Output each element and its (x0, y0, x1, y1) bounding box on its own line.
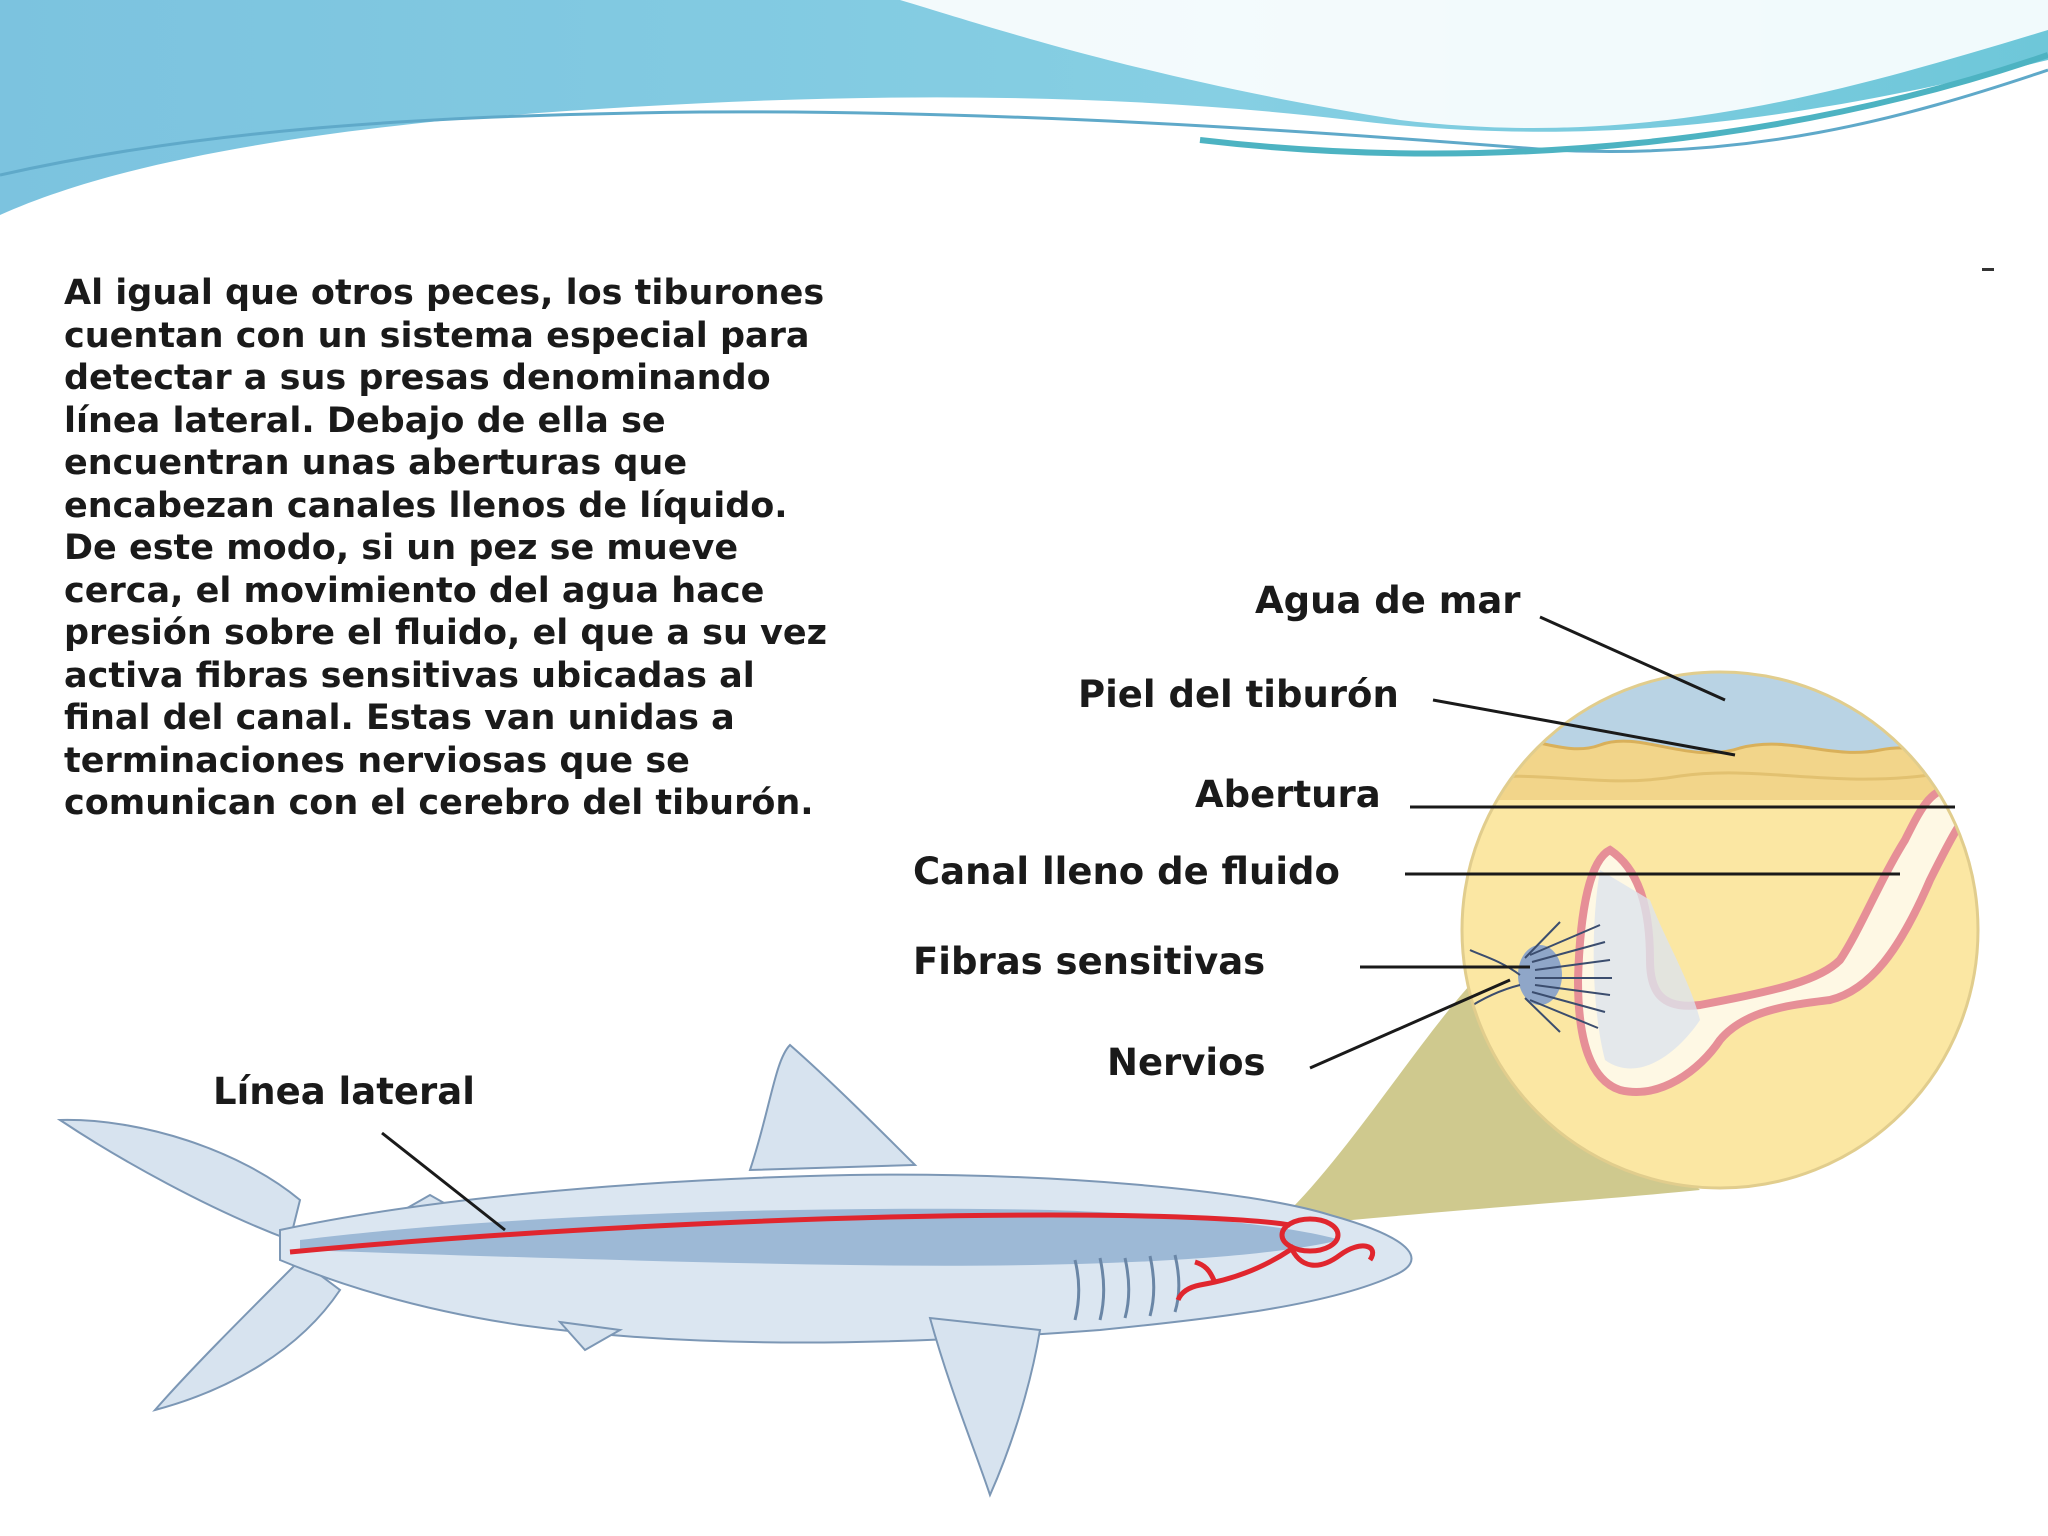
label-agua-de-mar: Agua de mar (1255, 579, 1521, 622)
description-paragraph (64, 272, 964, 825)
paragraph-line: activa fibras sensitivas ubicadas al (64, 655, 755, 696)
label-abertura: Abertura (1195, 773, 1381, 816)
paragraph-line: presión sobre el fluido, el que a su vez (64, 613, 827, 653)
paragraph-line: comunican con el cerebro del tiburón. (64, 783, 814, 823)
label-fibras: Fibras sensitivas (913, 940, 1266, 983)
label-canal: Canal lleno de fluido (913, 850, 1340, 893)
paragraph-line: cuentan con un sistema especial para (64, 315, 810, 356)
label-nervios: Nervios (1107, 1041, 1266, 1084)
paragraph-line: Al igual que otros peces, los tiburones (64, 273, 825, 313)
paragraph-line: encabezan canales llenos de líquido. (64, 485, 788, 526)
paragraph-line: De este modo, si un pez se mueve (64, 528, 739, 568)
inset-detail (1460, 660, 1985, 1188)
label-piel-del-tiburon: Piel del tiburón (1078, 673, 1399, 716)
paragraph-line: línea lateral. Debajo de ella se (64, 400, 666, 441)
wave-banner (0, 0, 2048, 215)
paragraph-line: encuentran unas aberturas que (64, 443, 688, 483)
paragraph-line: final del canal. Estas van unidas a (64, 698, 735, 738)
paragraph-line: detectar a sus presas denominando (64, 358, 771, 398)
paragraph-line: terminaciones nerviosas que se (64, 740, 690, 781)
paragraph-line: cerca, el movimiento del agua hace (64, 570, 765, 611)
label-linea-lateral: Línea lateral (213, 1070, 475, 1113)
slide-mark (1982, 268, 1994, 271)
